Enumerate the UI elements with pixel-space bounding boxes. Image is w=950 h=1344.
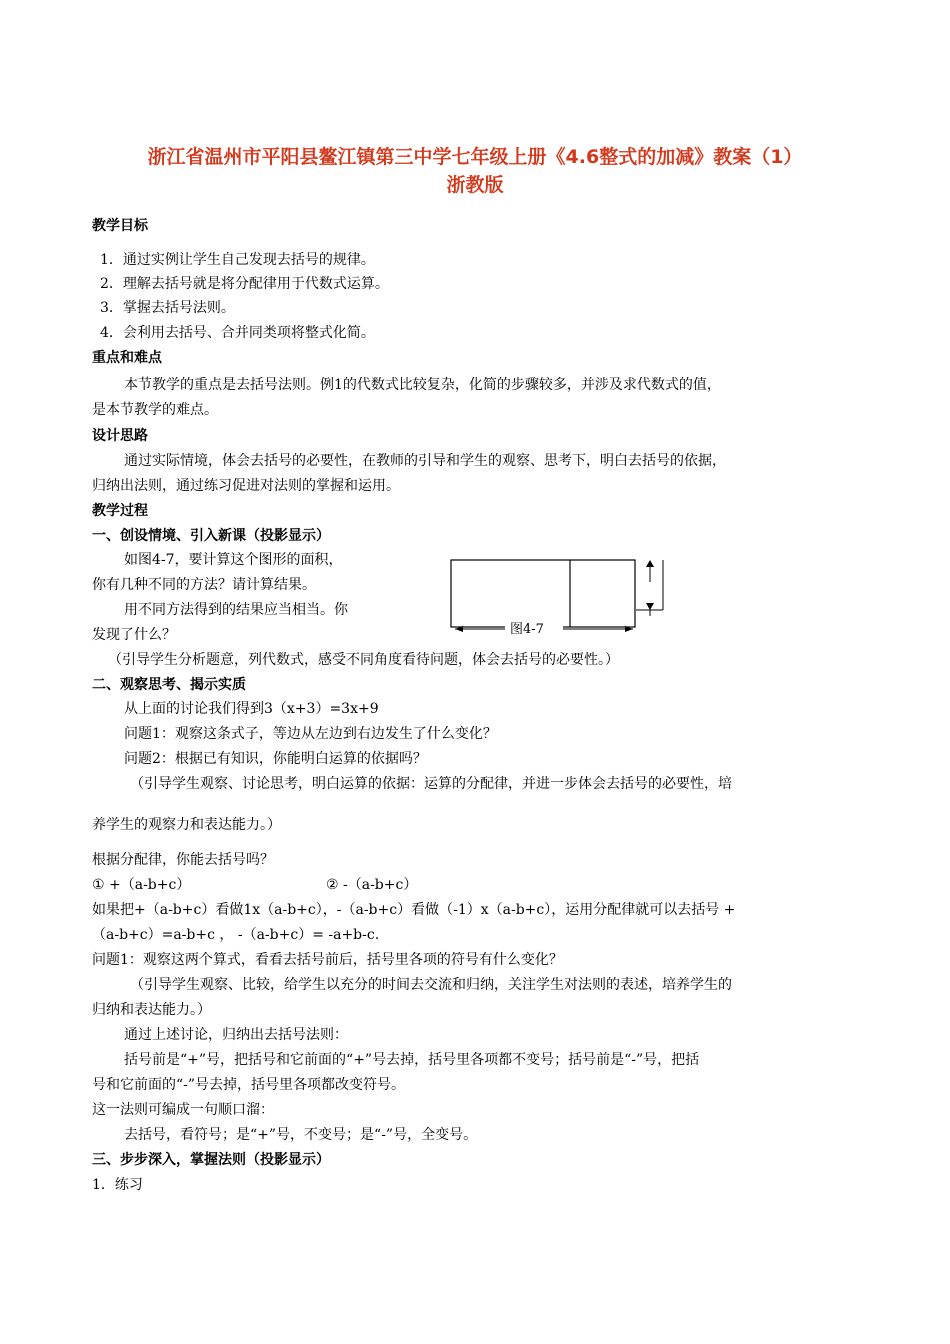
figure-caption: 图4-7	[510, 622, 544, 637]
design-paragraph-line1: 通过实际情境，体会去括号的必要性，在教师的引导和学生的观察、思考下，明白去括号的依据，	[124, 453, 726, 469]
process-heading: 教学过程	[92, 503, 148, 519]
rhyme-intro: 这一法则可编成一句顺口溜：	[92, 1102, 274, 1118]
part2-note-line1: （引导学生观察、讨论思考，明白运算的依据：运算的分配律，并进一步体会去括号的必要性，培	[130, 776, 732, 792]
key-points-paragraph-line2: 是本节教学的难点。	[92, 402, 218, 418]
part2-note3-line2: 归纳和表达能力。）	[92, 1002, 211, 1018]
expression-item-2: ② -（a-b+c）	[326, 877, 418, 893]
objective-item-1: 1．通过实例让学生自己发现去括号的规律。	[100, 252, 375, 268]
part2-line1: 从上面的讨论我们得到3（x+3）=3x+9	[124, 701, 379, 717]
key-points-heading: 重点和难点	[92, 350, 162, 366]
rhyme-text: 去括号，看符号；是“+”号，不变号；是“-”号，全变号。	[124, 1127, 478, 1143]
part1-heading: 一、创设情境、引入新课（投影显示）	[92, 528, 330, 544]
rule-intro: 通过上述讨论，归纳出去括号法则：	[124, 1027, 348, 1043]
document-title-line2: 浙教版	[446, 174, 504, 196]
part1-line1: 如图4-7，要计算这个图形的面积，	[124, 552, 343, 568]
key-points-paragraph-line1: 本节教学的重点是去括号法则。例1的代数式比较复杂，化简的步骤较多，并涉及求代数式的值，	[124, 377, 721, 393]
rule-line2: 号和它前面的“-”号去掉，括号里各项都改变符号。	[92, 1077, 406, 1093]
figure-outer-rectangle	[451, 560, 635, 627]
design-heading: 设计思路	[92, 428, 148, 444]
document-title-line1: 浙江省温州市平阳县鳌江镇第三中学七年级上册《4.6整式的加减》教案（1）	[147, 146, 803, 168]
rule-line1: 括号前是“+”号，把括号和它前面的“+”号去掉，括号里各项都不变号；括号前是“-”号，把括	[124, 1052, 700, 1068]
part2-note3-line1: （引导学生观察、比较，给学生以充分的时间去交流和归纳，关注学生对法则的表述，培养学生的	[130, 977, 732, 993]
part2-line3: 问题2：根据已有知识，你能明白运算的依据吗？	[124, 751, 427, 767]
objectives-heading: 教学目标	[92, 218, 148, 234]
expression-item-1: ① +（a-b+c）	[92, 877, 191, 893]
objective-item-3: 3．掌握去括号法则。	[100, 300, 235, 316]
part2-note-line2: 养学生的观察力和表达能力。）	[92, 817, 281, 833]
question-1: 问题1：观察这两个算式，看看去括号前后，括号里各项的符号有什么变化？	[92, 952, 563, 968]
objective-item-4: 4．会利用去括号、合并同类项将整式化简。	[100, 325, 375, 341]
explanation-line1: 如果把+（a-b+c）看做1x（a-b+c），-（a-b+c）看做（-1）x（a-b+c），运用分配律就可以去括号 +	[92, 902, 736, 918]
distributive-question: 根据分配律，你能去括号吗？	[92, 852, 274, 868]
arrow-down-icon	[646, 603, 654, 610]
objective-item-2: 2．理解去括号就是将分配律用于代数式运算。	[100, 276, 389, 292]
arrow-up-icon	[646, 560, 654, 567]
part1-line2: 你有几种不同的方法？请计算结果。	[92, 577, 316, 593]
part1-line3: 用不同方法得到的结果应当相当。你	[124, 602, 348, 618]
part2-heading: 二、观察思考、揭示实质	[92, 677, 246, 693]
part1-note: （引导学生分析题意，列代数式，感受不同角度看待问题，体会去括号的必要性。）	[108, 652, 619, 668]
part3-line1: 1．练习	[92, 1177, 143, 1193]
explanation-line2: （a-b+c）=a-b+c ， -（a-b+c）= -a+b-c.	[92, 927, 380, 943]
part2-line2: 问题1：观察这条式子，等边从左边到右边发生了什么变化？	[124, 726, 497, 742]
design-paragraph-line2: 归纳出法则，通过练习促进对法则的掌握和运用。	[92, 478, 400, 494]
part3-heading: 三、步步深入，掌握法则（投影显示）	[92, 1152, 330, 1168]
part1-line4: 发现了什么？	[92, 627, 176, 643]
